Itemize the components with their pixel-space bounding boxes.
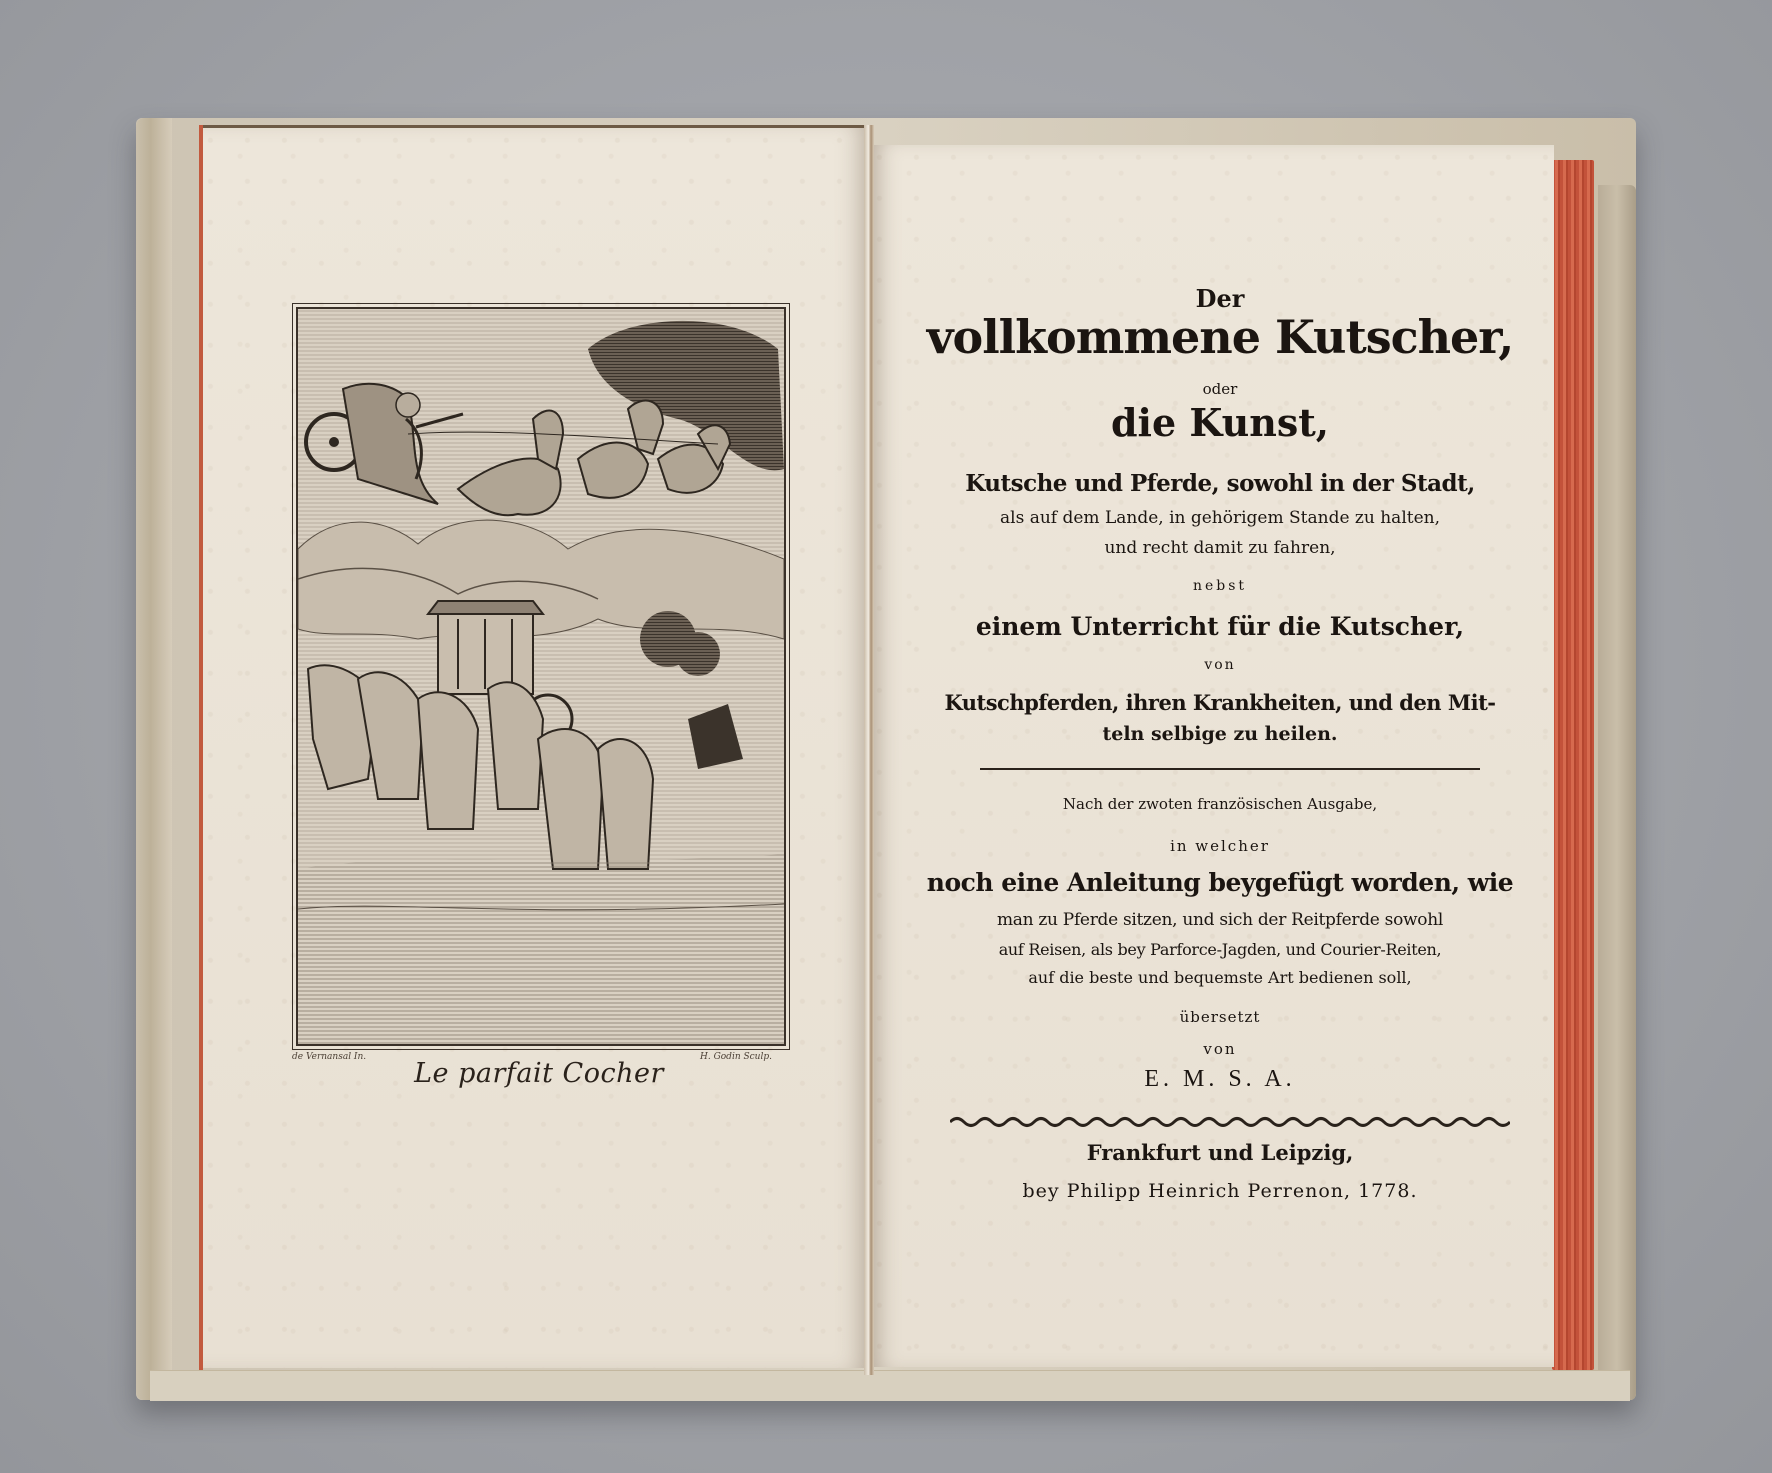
- title-in-welcher: in welcher: [1170, 837, 1270, 855]
- title-article: Der: [1195, 284, 1245, 313]
- title-line-12: teln selbige zu heilen.: [1102, 723, 1338, 745]
- frontispiece-engraving: [296, 307, 786, 1046]
- subtitle-die-kunst: die Kunst,: [1110, 400, 1330, 445]
- red-page-edges: [1552, 160, 1594, 1370]
- title-von-2: von: [1203, 1040, 1237, 1058]
- imprint-publisher: bey Philipp Heinrich Perrenon, 1778.: [1022, 1180, 1418, 1202]
- title-line-5: Kutsche und Pferde, sowohl in der Stadt,: [965, 470, 1475, 497]
- imprint-place: Frankfurt und Leipzig,: [1086, 1140, 1354, 1165]
- frontispiece-caption: Le parfait Cocher: [414, 1058, 664, 1089]
- title-line-6: als auf dem Lande, in gehörigem Stande zu halten,: [1000, 508, 1440, 528]
- title-nebst: nebst: [1192, 578, 1248, 594]
- title-oder: oder: [1202, 380, 1238, 398]
- engraving-illustration: [298, 309, 784, 1044]
- wavy-ornament-divider: [950, 1115, 1510, 1129]
- title-line-18: auf die beste und bequemste Art bedienen soll,: [1028, 968, 1412, 987]
- title-line-11: Kutschpferden, ihren Krankheiten, und den Mit-: [944, 690, 1496, 715]
- title-line-17: auf Reisen, als bey Parforce-Jagden, und Courier-Reiten,: [998, 940, 1442, 959]
- cover-bottom-edge: [150, 1370, 1630, 1401]
- title-divider-rule: [980, 768, 1480, 770]
- title-line-7: und recht damit zu fahren,: [1104, 538, 1336, 558]
- engraver-credit: H. Godin Sculp.: [700, 1052, 772, 1062]
- title-page-text: [920, 0, 1520, 1300]
- title-line-16: man zu Pferde sitzen, und sich der Reitpferde sowohl: [996, 910, 1443, 930]
- book-gutter: [864, 125, 874, 1375]
- translator-initials: E. M. S. A.: [1144, 1066, 1296, 1092]
- title-uebersetzt: übersetzt: [1179, 1008, 1261, 1026]
- cover-left-edge: [136, 118, 172, 1400]
- cover-right-edge: [1598, 185, 1636, 1400]
- title-line-9: einem Unterricht für die Kutscher,: [975, 612, 1465, 641]
- title-line-13: Nach der zwoten französischen Ausgabe,: [1062, 795, 1378, 813]
- title-line-15: noch eine Anleitung beygefügt worden, wie: [926, 868, 1514, 897]
- main-title: vollkommene Kutscher,: [926, 310, 1514, 364]
- artist-credit: de Vernansal In.: [292, 1052, 367, 1062]
- title-von-1: von: [1204, 657, 1236, 673]
